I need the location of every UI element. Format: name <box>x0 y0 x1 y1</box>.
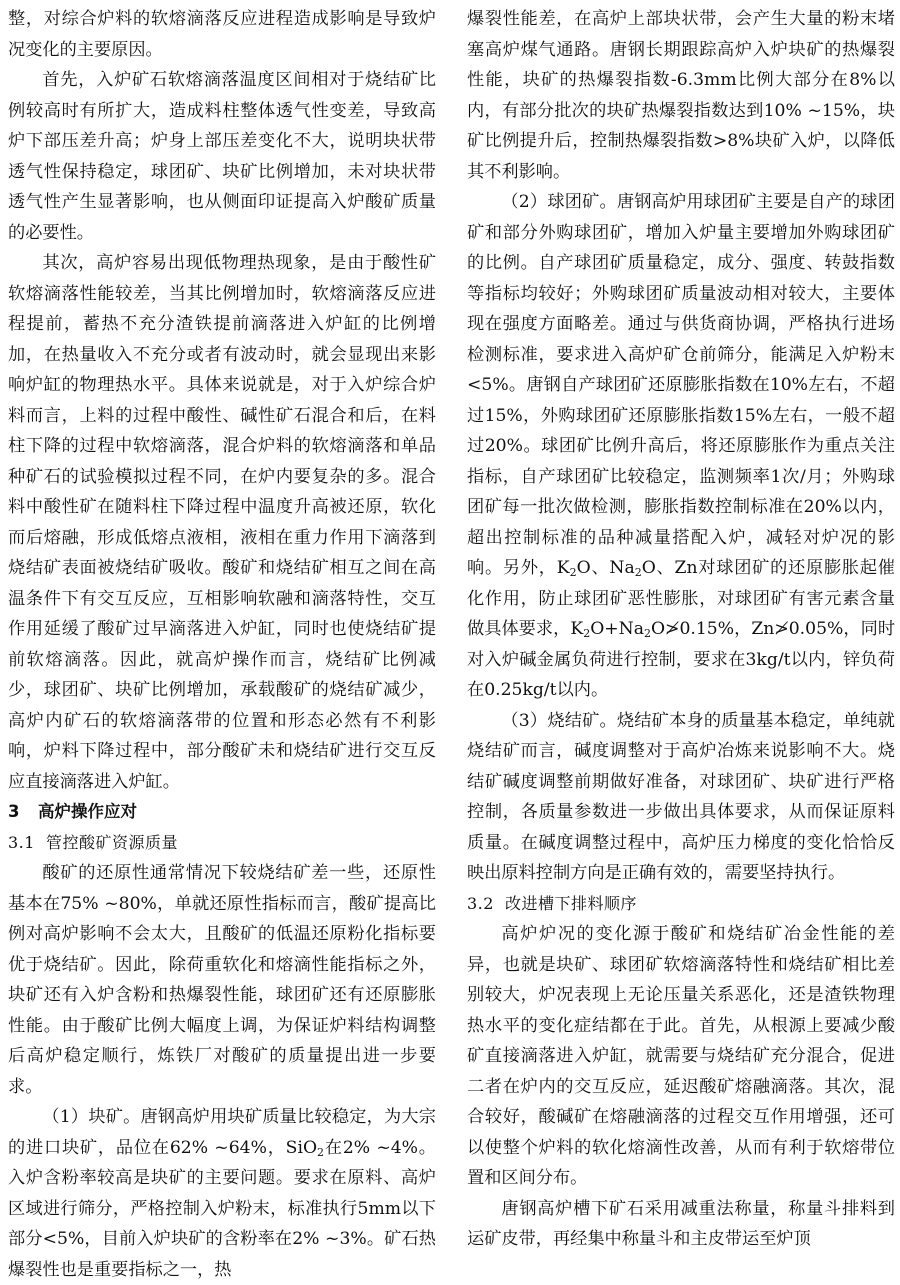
subscript: 2 <box>583 627 591 640</box>
subscript: 2 <box>569 566 577 579</box>
subsection-title: 改进槽下排料顺序 <box>505 893 638 913</box>
left-column <box>8 4 436 1285</box>
text-run: O、Na <box>576 558 635 578</box>
text-run: （1）块矿。唐钢高炉用块矿质量比较稳定，为大宗的进口块矿，品位在62% ~64%，SiO <box>8 1107 436 1158</box>
text-run: O≯0.15%，Zn≯0.05%，同时对入炉碱金属负荷进行控制，要求在3kg/t以内，锌负荷在0.25kg/t以内。 <box>467 619 896 700</box>
subscript: 2 <box>643 627 651 640</box>
paragraph: （3）烧结矿。烧结矿本身的质量基本稳定，单纯就烧结矿而言，碱度调整对于高炉冶炼来说影响不大。烧结矿碱度调整前期做好准备，对球团矿、块矿进行严格控制，各质量参数进一步做出具体要求，从而保证原料质量。在碱度调整过程中，高炉压力梯度的变化恰恰反映出原料控制方向是正确有效的，需要坚持执行。 <box>467 710 895 883</box>
subscript: 2 <box>634 566 642 579</box>
paragraph: 高炉炉况的变化源于酸矿和烧结矿冶金性能的差异，也就是块矿、球团矿软熔滴落特性和烧结矿相比差别较大，炉况表现上无论压量关系恶化，还是渣铁物理热水平的变化症结都在于此。首先，从根源上要减少酸矿直接滴落进入炉缸，就需要与烧结矿充分混合，促进二者在炉内的交互反应，延迟酸矿熔融滴落。其次，混合较好，酸碱矿在熔融滴落的过程交互作用增强，还可以使整个炉料的软化熔滴性改善，从而有利于软熔带位置和区间分布。 <box>467 924 895 1188</box>
subsection-number: 3.2 <box>467 893 494 913</box>
text-run: O、Zn对球团矿的还原膨胀起催化作用，防止球团矿恶性膨胀，对球团矿有害元素含量做具体要求，K <box>467 558 895 639</box>
paragraph: 其次，高炉容易出现低物理热现象，是由于酸性矿软熔滴落性能较差，当其比例增加时，软熔滴落反应进程提前，蓄热不充分渣铁提前滴落进入炉缸的比例增加，在热量收入不充分或者有波动时，就会显现出来影响炉缸的物理热水平。具体来说就是，对于入炉综合炉料而言，上料的过程中酸性、碱性矿石混合和后，在料柱下降的过程中软熔滴落，混合炉料的软熔滴落和单品种矿石的试验模拟过程不同，在炉内要复杂的多。混合料中酸性矿在随料柱下降过程中温度升高被还原，软化而后熔融，形成低熔点液相，液相在重力作用下滴落到烧结矿表面被烧结矿吸收。酸矿和烧结矿相互之间在高温条件下有交互反应，互相影响软融和滴落特性，交互作用延缓了酸矿过早滴落进入炉缸，同时也使烧结矿提前软熔滴落。因此，就高炉操作而言，烧结矿比例减少，球团矿、块矿比例增加，承载酸矿的烧结矿减少，高炉内矿石的软熔滴落带的位置和形态必然有不利影响，炉料下降过程中，部分酸矿未和烧结矿进行交互反应直接滴落进入炉缸。 <box>8 253 436 792</box>
paragraph: 首先，入炉矿石软熔滴落温度区间相对于烧结矿比例较高时有所扩大，造成料柱整体透气性变差，导致高炉下部压差升高；炉身上部压差变化不大，说明块状带透气性保持稳定，球团矿、块矿比例增加，未对块状带透气性产生显著影响，也从侧面印证提高入炉酸矿质量的必要性。 <box>8 70 436 243</box>
paragraph <box>8 1102 436 1285</box>
subsection-title: 管控酸矿资源质量 <box>46 832 179 852</box>
subsection-heading <box>8 828 436 859</box>
paragraph: 爆裂性能差，在高炉上部块状带，会产生大量的粉末堵塞高炉煤气通路。唐钢长期跟踪高炉入炉块矿的热爆裂性能，块矿的热爆裂指数-6.3mm比例大部分在8%以内，有部分批次的块矿热爆裂指数达到10% ~15%，块矿比例提升后，控制热爆裂指数>8%块矿入炉，以降低其不利影响。 <box>467 9 895 182</box>
section-number: 3 <box>8 802 20 821</box>
subscript: 2 <box>317 1145 325 1159</box>
paragraph: 整，对综合炉料的软熔滴落反应进程造成影响是导致炉况变化的主要原因。 <box>8 9 436 60</box>
right-column <box>467 4 895 1255</box>
paragraph: 唐钢高炉槽下矿石采用减重法称量，称量斗排料到运矿皮带，再经集中称量斗和主皮带运至炉顶 <box>467 1198 895 1249</box>
paragraph <box>467 187 895 706</box>
section-title: 高炉操作应对 <box>38 802 137 821</box>
section-heading <box>8 797 436 828</box>
subsection-number: 3.1 <box>8 832 35 852</box>
text-run: 在2% ~4%。入炉含粉率较高是块矿的主要问题。要求在原料、高炉区域进行筛分，严格控制入炉粉末，标准执行5mm以下部分<5%，目前入炉块矿的含粉率在2% ~3%。矿石热爆裂性也是重要指标之一，热 <box>8 1137 436 1280</box>
text-run: O+Na <box>590 619 644 639</box>
paragraph: 酸矿的还原性通常情况下较烧结矿差一些，还原性基本在75% ~80%，单就还原性指标而言，酸矿提高比例对高炉影响不会太大，且酸矿的低温还原粉化指标要优于烧结矿。因此，除荷重软化和熔滴性能指标之外，块矿还有入炉含粉和热爆裂性能，球团矿还有还原膨胀性能。由于酸矿比例大幅度上调，为保证炉料结构调整后高炉稳定顺行，炼铁厂对酸矿的质量提出进一步要求。 <box>8 863 436 1097</box>
text-run: （2）球团矿。唐钢高炉用球团矿主要是自产的球团矿和部分外购球团矿，增加入炉量主要增加外购球团矿的比例。自产球团矿质量稳定，成分、强度、转鼓指数等指标均较好；外购球团矿质量波动相对较大，主要体现在强度方面略差。通过与供货商协调，严格执行进场检测标准，要求进入高炉矿仓前筛分，能满足入炉粉末<5%。唐钢自产球团矿还原膨胀指数在10%左右，不超过15%，外购球团矿还原膨胀指数15%左右，一般不超过20%。球团矿比例升高后，将还原膨胀作为重点关注指标，自产球团矿比较稳定，监测频率1次/月；外购球团矿每一批次做检测，膨胀指数控制标准在20%以内，超出控制标准的品种减量搭配入炉，减轻对炉况的影响。另外，K <box>467 192 895 578</box>
subsection-heading <box>467 889 895 920</box>
